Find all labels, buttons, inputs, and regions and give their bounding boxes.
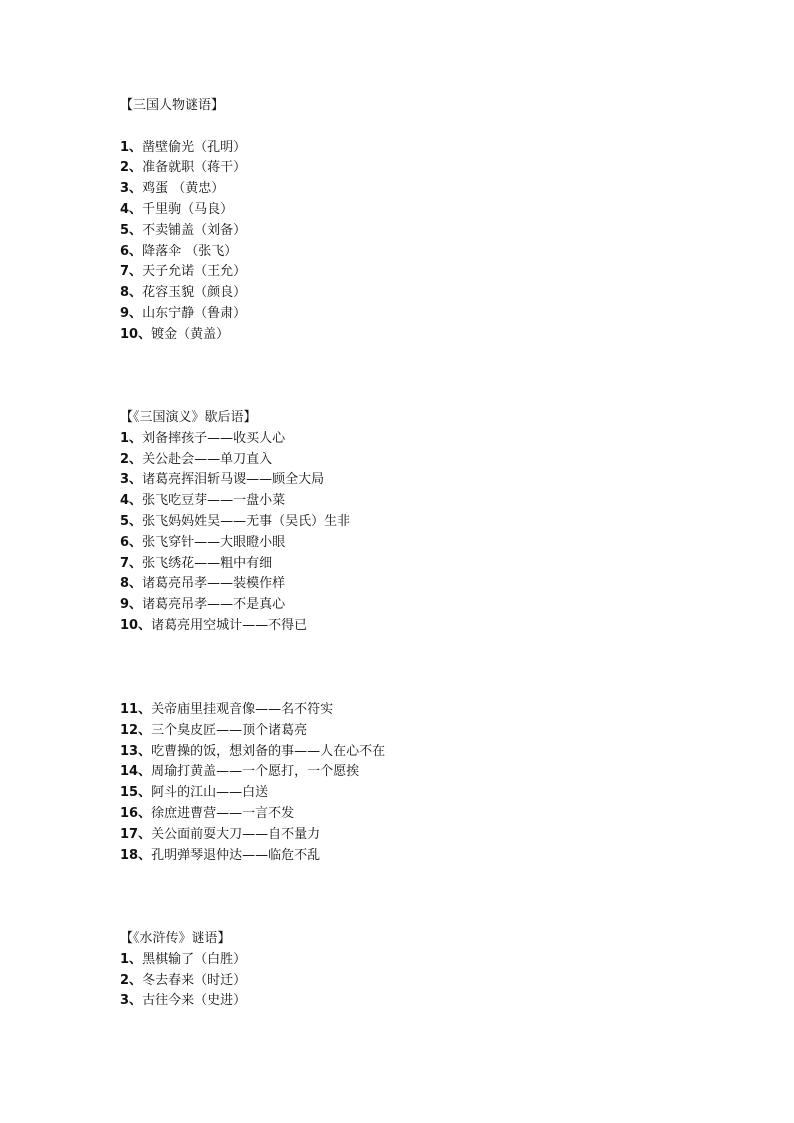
list-item [120,533,720,554]
item-text: 吃曹操的饭，想刘备的事——人在心不在 [151,743,386,759]
item-text: 黑棋输了（白胜） [142,951,247,967]
item-number: 5 [120,513,130,529]
item-number: 1 [120,430,130,446]
item-separator: 、 [138,826,152,842]
item-text: 冬去春来（时迁） [142,972,247,988]
list-item [120,574,720,595]
list-item [120,950,720,971]
item-separator: 、 [129,430,143,446]
item-text: 天子允诺（王允） [142,264,247,280]
item-number: 12 [120,722,139,738]
item-text: 山东宁静（鲁肃） [142,305,247,321]
list-item [120,846,720,867]
item-number: 6 [120,243,130,259]
list-item [120,991,720,1012]
item-separator: 、 [129,264,143,280]
item-separator: 、 [138,617,152,633]
item-number: 17 [120,826,139,842]
item-number: 1 [120,139,130,155]
item-text: 张飞妈妈姓吴——无事（吴氏）生非 [142,513,351,529]
item-number: 15 [120,785,139,801]
item-number: 2 [120,972,130,988]
list-item [120,262,720,283]
item-separator: 、 [129,243,143,259]
item-separator: 、 [129,285,143,301]
item-separator: 、 [129,201,143,217]
item-number: 14 [120,764,139,780]
item-number: 18 [120,847,139,863]
item-number: 1 [120,951,130,967]
item-separator: 、 [138,847,152,863]
list-item [120,429,720,450]
list-item [120,595,720,616]
item-number: 3 [120,472,130,488]
list-item [120,221,720,242]
item-separator: 、 [129,951,143,967]
item-separator: 、 [129,534,143,550]
item-text: 徐庶进曹营——一言不发 [151,805,295,821]
item-number: 8 [120,285,130,301]
riddle-list [120,950,720,1012]
section-water-margin-riddles [120,929,720,1012]
item-number: 11 [120,702,139,717]
list-item [120,283,720,304]
item-text: 张飞穿针——大眼瞪小眼 [142,534,286,550]
item-text: 千里驹（马良） [142,201,234,217]
item-text: 关帝庙里挂观音像——名不符实 [151,702,334,717]
list-item [120,138,720,159]
item-text: 张飞绣花——粗中有细 [142,555,273,571]
item-text: 古往今来（史进） [142,993,247,1009]
item-separator: 、 [129,993,143,1009]
item-number: 9 [120,597,130,613]
item-number: 7 [120,555,130,571]
list-item [120,554,720,575]
item-text: 凿壁偷光（孔明） [142,139,247,155]
list-item [120,242,720,263]
item-separator: 、 [129,181,143,197]
item-separator: 、 [129,555,143,571]
list-item [120,200,720,221]
item-number: 10 [120,617,139,633]
item-number: 16 [120,805,139,821]
item-separator: 、 [138,702,152,717]
item-text: 镀金（黄盖） [151,326,230,342]
item-text: 关公面前耍大刀——自不量力 [151,826,321,842]
spacer [120,117,720,138]
item-text: 诸葛亮挥泪斩马谡——顾全大局 [142,472,325,488]
list-item [120,742,720,763]
item-number: 4 [120,493,130,509]
item-text: 不卖铺盖（刘备） [142,222,247,238]
item-text: 诸葛亮吊孝——装模作样 [142,576,286,592]
item-text: 鸡蛋 （黄忠） [142,181,225,197]
list-item [120,825,720,846]
item-separator: 、 [129,160,143,176]
item-number: 3 [120,181,130,197]
list-item [120,450,720,471]
list-item [120,512,720,533]
item-number: 9 [120,305,130,321]
item-number: 8 [120,576,130,592]
item-text: 诸葛亮用空城计——不得已 [151,617,308,633]
item-number: 13 [120,743,139,759]
item-separator: 、 [129,222,143,238]
list-item [120,971,720,992]
list-item [120,804,720,825]
list-item [120,721,720,742]
item-number: 10 [120,326,139,342]
list-item [120,762,720,783]
item-text: 降落伞 （张飞） [142,243,238,259]
item-separator: 、 [129,576,143,592]
item-text: 刘备摔孩子——收买人心 [142,430,286,446]
item-separator: 、 [129,472,143,488]
item-separator: 、 [138,743,152,759]
list-item [120,470,720,491]
item-number: 4 [120,201,130,217]
item-number: 5 [120,222,130,238]
item-separator: 、 [138,785,152,801]
item-text: 准备就职（蒋干） [142,160,247,176]
item-separator: 、 [138,326,152,342]
item-separator: 、 [129,139,143,155]
list-item [120,616,720,637]
item-separator: 、 [129,972,143,988]
list-item [120,783,720,804]
item-number: 7 [120,264,130,280]
section-heading: 【《水浒传》谜语】 [120,931,231,946]
section-three-kingdoms-riddles [120,96,720,346]
item-number: 2 [120,160,130,176]
item-separator: 、 [138,805,152,821]
item-number: 6 [120,534,130,550]
item-text: 孔明弹琴退仲达——临危不乱 [151,847,321,863]
list-item [120,491,720,512]
item-text: 花容玉貌（颜良） [142,285,247,301]
item-separator: 、 [129,305,143,321]
item-text: 诸葛亮吊孝——不是真心 [142,597,286,613]
xiehouyu-list-continued [120,700,720,866]
item-number: 2 [120,451,130,467]
item-text: 周瑜打黄盖——一个愿打，一个愿挨 [151,764,360,780]
list-item [120,304,720,325]
item-separator: 、 [129,513,143,529]
section-xiehouyu-continued [120,700,720,866]
list-item [120,325,720,346]
item-text: 关公赴会——单刀直入 [142,451,273,467]
section-three-kingdoms-xiehouyu [120,408,720,637]
section-heading: 【三国人物谜语】 [120,98,225,113]
item-text: 三个臭皮匠——顶个诸葛亮 [151,722,308,738]
item-text: 张飞吃豆芽——一盘小菜 [142,493,286,509]
section-heading: 【《三国演义》歇后语】 [120,410,257,425]
item-separator: 、 [129,493,143,509]
item-text: 阿斗的江山——白送 [151,785,269,801]
list-item [120,700,720,721]
item-separator: 、 [138,722,152,738]
list-item [120,158,720,179]
riddle-list [120,138,720,346]
xiehouyu-list [120,429,720,637]
item-separator: 、 [138,764,152,780]
item-number: 3 [120,993,130,1009]
item-separator: 、 [129,597,143,613]
item-separator: 、 [129,451,143,467]
list-item [120,179,720,200]
